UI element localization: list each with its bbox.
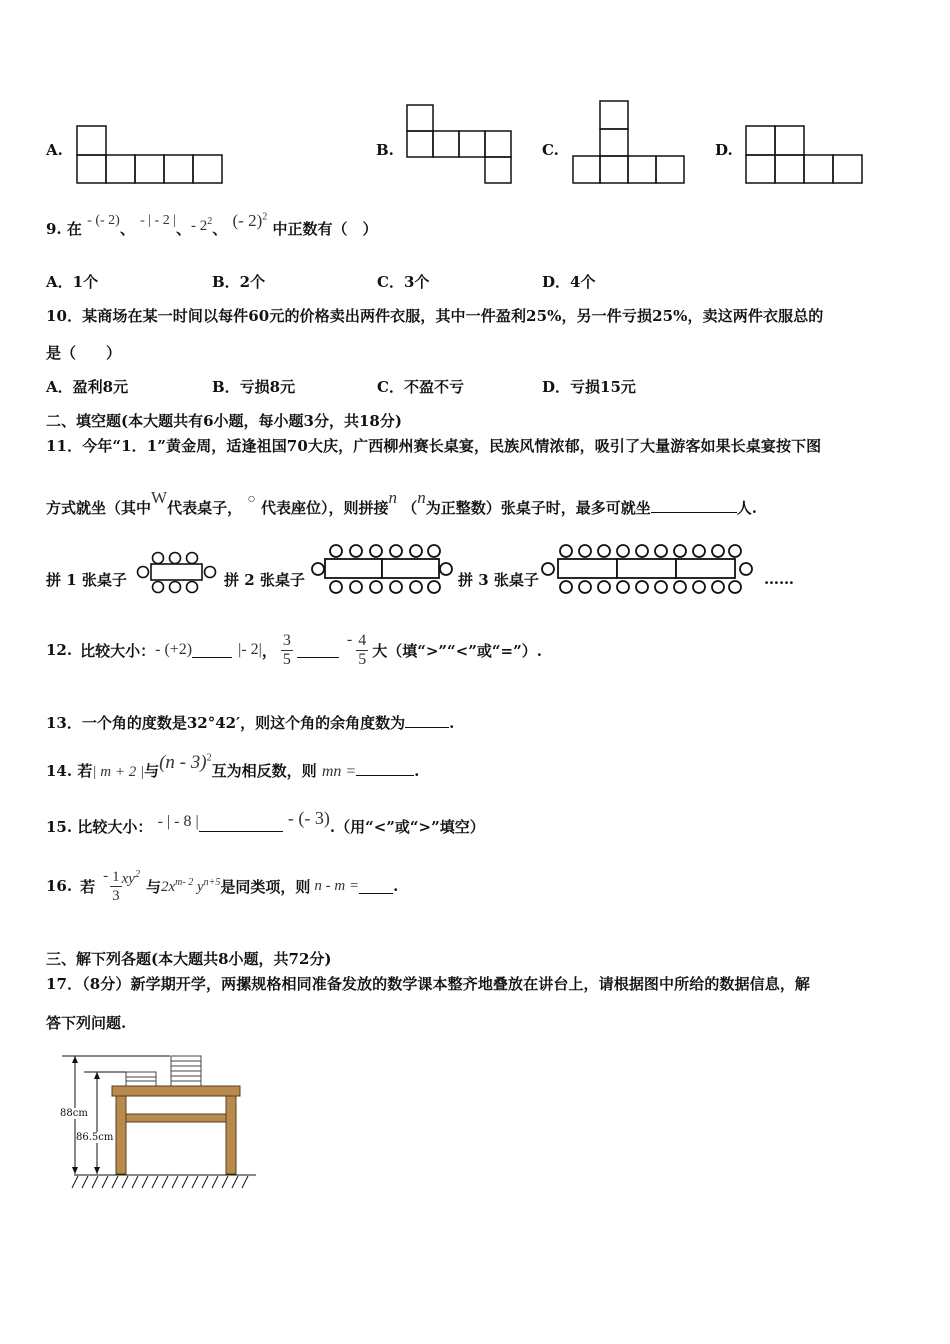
question-9: [46, 211, 378, 239]
q12-minus: -: [346, 631, 353, 648]
q9-expr4-base: (- 2): [232, 211, 263, 230]
q12-expr1: - (+2): [155, 641, 193, 658]
q14-answer-blank: [356, 761, 414, 776]
q12-fraction2: [356, 632, 368, 669]
question-13: [46, 712, 454, 733]
q10-line1: 10．某商场在某一时间以每件60元的价格卖出两件衣服，其中一件盈利25%，另一件亏损25%，卖这两件衣服总的: [46, 307, 824, 325]
q14-mid2: 互为相反数，则: [211, 762, 317, 780]
question-16: [46, 862, 398, 910]
q12-blank1: [192, 643, 232, 658]
q15-answer-blank: [199, 817, 283, 832]
q9-expr4-exp: 2: [262, 211, 268, 223]
q11-var-n2: n: [417, 488, 426, 507]
q13-answer-blank: [405, 713, 449, 728]
q10-option-d: D．亏损15元: [542, 378, 636, 396]
q10-line2: 是（ ）: [46, 344, 122, 362]
q9-prefix: 在: [66, 220, 82, 238]
option-c-label: C.: [542, 141, 559, 159]
q12-frac2-den: 5: [358, 650, 367, 668]
question-14: [46, 752, 420, 782]
q11-part5: 为正整数）张桌子时，最多可就坐: [425, 499, 651, 517]
q14-expr2-exp: 2: [206, 752, 212, 764]
q12-prefix: 比较大小：: [80, 641, 156, 660]
q15-expr2: - (- 3): [287, 808, 330, 828]
q16-mid: 与: [145, 877, 161, 896]
fig-label-1-table: 拼 1 张桌子: [46, 571, 127, 589]
net-figure-c: [572, 100, 688, 186]
q9-option-b: B．2个: [212, 273, 266, 291]
q11-line2: [46, 488, 758, 518]
q12-frac1-den: 5: [282, 650, 291, 668]
q16-number: 16.: [46, 877, 73, 895]
q11-part2: 代表桌子，: [167, 499, 243, 517]
option-b-label: B.: [376, 141, 394, 159]
q11-part6: 人.: [736, 499, 758, 517]
q15-expr1: - | - 8 |: [157, 813, 199, 830]
q9-expr3-base: - 2: [191, 218, 208, 234]
q12-frac1-num: 3: [282, 631, 291, 649]
figure-ellipsis: ……: [764, 570, 794, 588]
q11-line1: 11．今年“1．1”黄金周，适逢祖国70大庆，广西柳州赛长桌宴，民族风情浓郁，吸引了大量游客如果长桌宴按下图: [46, 437, 822, 455]
q9-option-a: A．1个: [46, 273, 99, 291]
seating-figure-2: [310, 543, 450, 597]
q14-number: 14.: [46, 762, 73, 780]
section-3-heading: 三、解下列各题(本大题共8小题，共72分): [46, 950, 332, 968]
net-figure-b: [406, 104, 516, 186]
q14-expr3: mn =: [321, 763, 357, 780]
q14-expr1: | m + 2 |: [92, 764, 145, 780]
q14-expr2-base: (n - 3): [159, 752, 207, 773]
q9-sep3: 、: [212, 220, 228, 238]
q9-expr3-exp: 2: [207, 216, 213, 227]
fig-label-3-tables: 拼 3 张桌子: [458, 571, 539, 589]
q17-line1: 17．（8分）新学期开学，两摞规格相同准备发放的数学课本整齐地叠放在讲台上，请根据图中所给的数据信息，解: [46, 975, 811, 993]
q16-mid2: 是同类项，则: [220, 877, 311, 896]
q11-part3: 代表座位），则拼接: [261, 499, 389, 517]
q16-fraction: [110, 868, 122, 905]
q12-number: 12.: [46, 641, 73, 659]
q9-expr2: - | - 2 |: [140, 213, 176, 228]
q12-comma: ，: [261, 641, 277, 660]
q9-sep2: 、: [176, 220, 192, 238]
q17-line2: 答下列问题.: [46, 1014, 127, 1032]
q14-end: .: [414, 762, 420, 780]
q15-suffix: .（用“<”或“>”填空）: [329, 818, 485, 836]
net-figure-d: [745, 125, 867, 187]
q11-part4: （: [402, 499, 418, 517]
q11-part1: 方式就坐（其中: [46, 499, 152, 517]
desk-with-books-figure: [60, 1048, 260, 1194]
q12-suffix: 大（填“>”“<”或“=”）.: [372, 641, 542, 660]
height-label-88cm: 88cm: [60, 1108, 88, 1119]
net-figure-a: [76, 125, 224, 185]
section-2-heading: 二、填空题(本大题共有6小题，每小题3分，共18分): [46, 412, 402, 430]
seating-figure-3: [540, 543, 754, 597]
q11-answer-blank: [651, 498, 737, 513]
q12-blank2: [297, 643, 339, 658]
option-a-label: A.: [46, 141, 63, 159]
q16-expr1-exp: 2: [134, 868, 140, 880]
q16-minus: -: [103, 867, 109, 884]
q9-option-d: D．4个: [542, 273, 596, 291]
q13-end: .: [449, 714, 455, 732]
q16-end: .: [393, 877, 399, 895]
q10-option-c: C．不盈不亏: [377, 378, 464, 396]
q16-expr2-exp2: n+5: [203, 876, 221, 888]
q16-frac-den: 3: [112, 887, 120, 904]
question-15: [46, 808, 485, 837]
q14-mid: 与: [144, 762, 160, 780]
q15-number: 15.: [46, 818, 73, 836]
height-label-86-5cm: 86.5cm: [76, 1132, 114, 1143]
table-symbol: W: [151, 488, 168, 507]
q15-prefix: 比较大小：: [77, 818, 153, 836]
q9-suffix: 中正数有（ ）: [272, 220, 378, 238]
q13-text: 13．一个角的度数是32°42′，则这个角的余角度数为: [46, 714, 406, 732]
q9-option-c: C．3个: [377, 273, 430, 291]
fig-label-2-tables: 拼 2 张桌子: [224, 571, 305, 589]
q16-expr2-y: y: [196, 878, 204, 895]
q9-sep1: 、: [119, 220, 135, 238]
q10-option-a: A．盈利8元: [46, 378, 129, 396]
q9-number: 9.: [46, 220, 62, 238]
q16-frac-num: 1: [112, 868, 120, 885]
q14-prefix: 若: [77, 762, 93, 780]
q10-option-b: B．亏损8元: [212, 378, 296, 396]
q16-expr2-exp1: m- 2: [175, 876, 194, 888]
q16-expr1: xy: [121, 870, 135, 887]
q16-prefix: 若: [80, 877, 96, 896]
seating-figure-1: [136, 550, 220, 596]
seat-symbol: ○: [247, 492, 256, 507]
q12-frac2-num: 4: [358, 631, 367, 649]
question-12: [46, 626, 542, 674]
q16-expr2: 2x: [160, 878, 176, 895]
option-d-label: D.: [715, 141, 733, 159]
q16-expr3: n - m =: [314, 877, 360, 894]
q11-var-n: n: [388, 488, 398, 507]
q16-answer-blank: [359, 879, 393, 894]
q12-expr2: |- 2|: [238, 641, 262, 658]
q9-expr1: - (- 2): [87, 213, 120, 228]
q12-fraction1: [281, 632, 293, 669]
